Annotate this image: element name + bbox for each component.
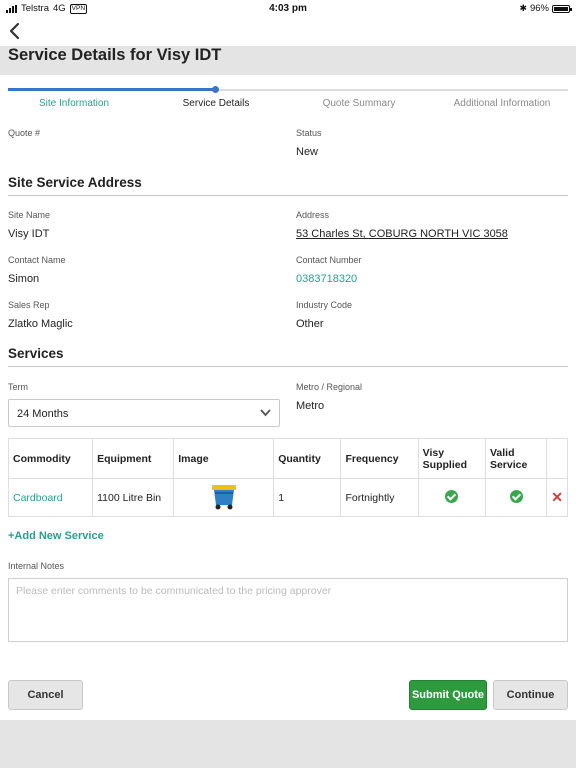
divider (8, 195, 568, 196)
stepper-progress (8, 88, 216, 91)
footer-bar (0, 720, 576, 768)
metro-regional-value: Metro (296, 400, 325, 412)
term-label: Term (8, 382, 28, 392)
term-select[interactable] (8, 399, 280, 427)
battery-percent: 96% (529, 3, 549, 14)
delete-row-icon[interactable]: ✕ (551, 489, 563, 505)
status-label: Status (296, 128, 322, 138)
add-new-service-button[interactable]: +Add New Service (8, 530, 104, 542)
title-bar (0, 46, 576, 75)
column-header-quantity: Quantity (274, 439, 341, 479)
industry-code-label: Industry Code (296, 300, 353, 310)
status-bar (0, 0, 576, 18)
bluetooth-icon: ✱ (519, 3, 527, 13)
actions-cell (547, 479, 568, 517)
sales-rep-value: Zlatko Maglic (8, 318, 73, 330)
check-circle-icon (445, 490, 458, 503)
site-name-value: Visy IDT (8, 228, 50, 240)
contact-number-link[interactable]: 0383718320 (296, 273, 358, 285)
site-name-label: Site Name (8, 210, 51, 220)
internal-notes-textarea[interactable] (8, 578, 568, 642)
internal-notes-label: Internal Notes (8, 561, 65, 571)
column-header-visy-supplied: Visy Supplied (418, 439, 485, 479)
table-header-row (9, 439, 568, 479)
column-header-equipment: Equipment (93, 439, 174, 479)
step-site-information[interactable]: Site Information (38, 98, 110, 109)
services-heading: Services (8, 346, 64, 361)
continue-button[interactable]: Continue (493, 680, 568, 710)
commodity-link[interactable]: Cardboard (9, 479, 93, 517)
column-header-image: Image (174, 439, 274, 479)
clock: 4:03 pm (269, 3, 307, 14)
battery-icon (552, 5, 570, 13)
quote-number-label: Quote # (8, 128, 41, 138)
column-header-frequency: Frequency (341, 439, 418, 479)
address-label: Address (296, 210, 330, 220)
image-cell (174, 479, 274, 517)
industry-code-value: Other (296, 318, 324, 330)
contact-number-label: Contact Number (296, 255, 362, 265)
services-table (8, 438, 568, 517)
address-link[interactable]: 53 Charles St, COBURG NORTH VIC 3058 (296, 228, 508, 240)
cancel-button[interactable]: Cancel (8, 680, 83, 710)
chevron-down-icon (260, 409, 271, 417)
wheelie-bin-icon (209, 481, 239, 511)
step-service-details[interactable]: Service Details (182, 98, 250, 109)
progress-stepper (0, 88, 576, 114)
column-header-commodity: Commodity (9, 439, 93, 479)
back-chevron-icon[interactable] (8, 22, 24, 42)
check-circle-icon (510, 490, 523, 503)
term-selected-value: 24 Months (17, 408, 69, 420)
step-quote-summary[interactable]: Quote Summary (322, 98, 396, 109)
network-label: 4G (52, 3, 66, 14)
visy-supplied-cell (418, 479, 485, 517)
table-row (9, 479, 568, 517)
carrier-label: Telstra (21, 3, 49, 14)
submit-quote-button[interactable]: Submit Quote (409, 680, 487, 710)
divider (8, 366, 568, 367)
site-service-address-heading: Site Service Address (8, 175, 142, 190)
stepper-current-dot (212, 86, 219, 93)
column-header-actions (547, 439, 568, 479)
page-title: Service Details for Visy IDT (8, 46, 222, 64)
valid-service-cell (485, 479, 546, 517)
sales-rep-label: Sales Rep (8, 300, 50, 310)
contact-name-value: Simon (8, 273, 40, 285)
step-additional-information[interactable]: Additional Information (453, 98, 551, 109)
quantity-cell: 1 (274, 479, 341, 517)
vpn-badge: VPN (71, 4, 86, 12)
equipment-cell: 1100 Litre Bin (93, 479, 174, 517)
frequency-cell: Fortnightly (341, 479, 418, 517)
contact-name-label: Contact Name (8, 255, 66, 265)
status-value: New (296, 146, 319, 158)
metro-regional-label: Metro / Regional (296, 382, 363, 392)
column-header-valid-service: Valid Service (485, 439, 546, 479)
